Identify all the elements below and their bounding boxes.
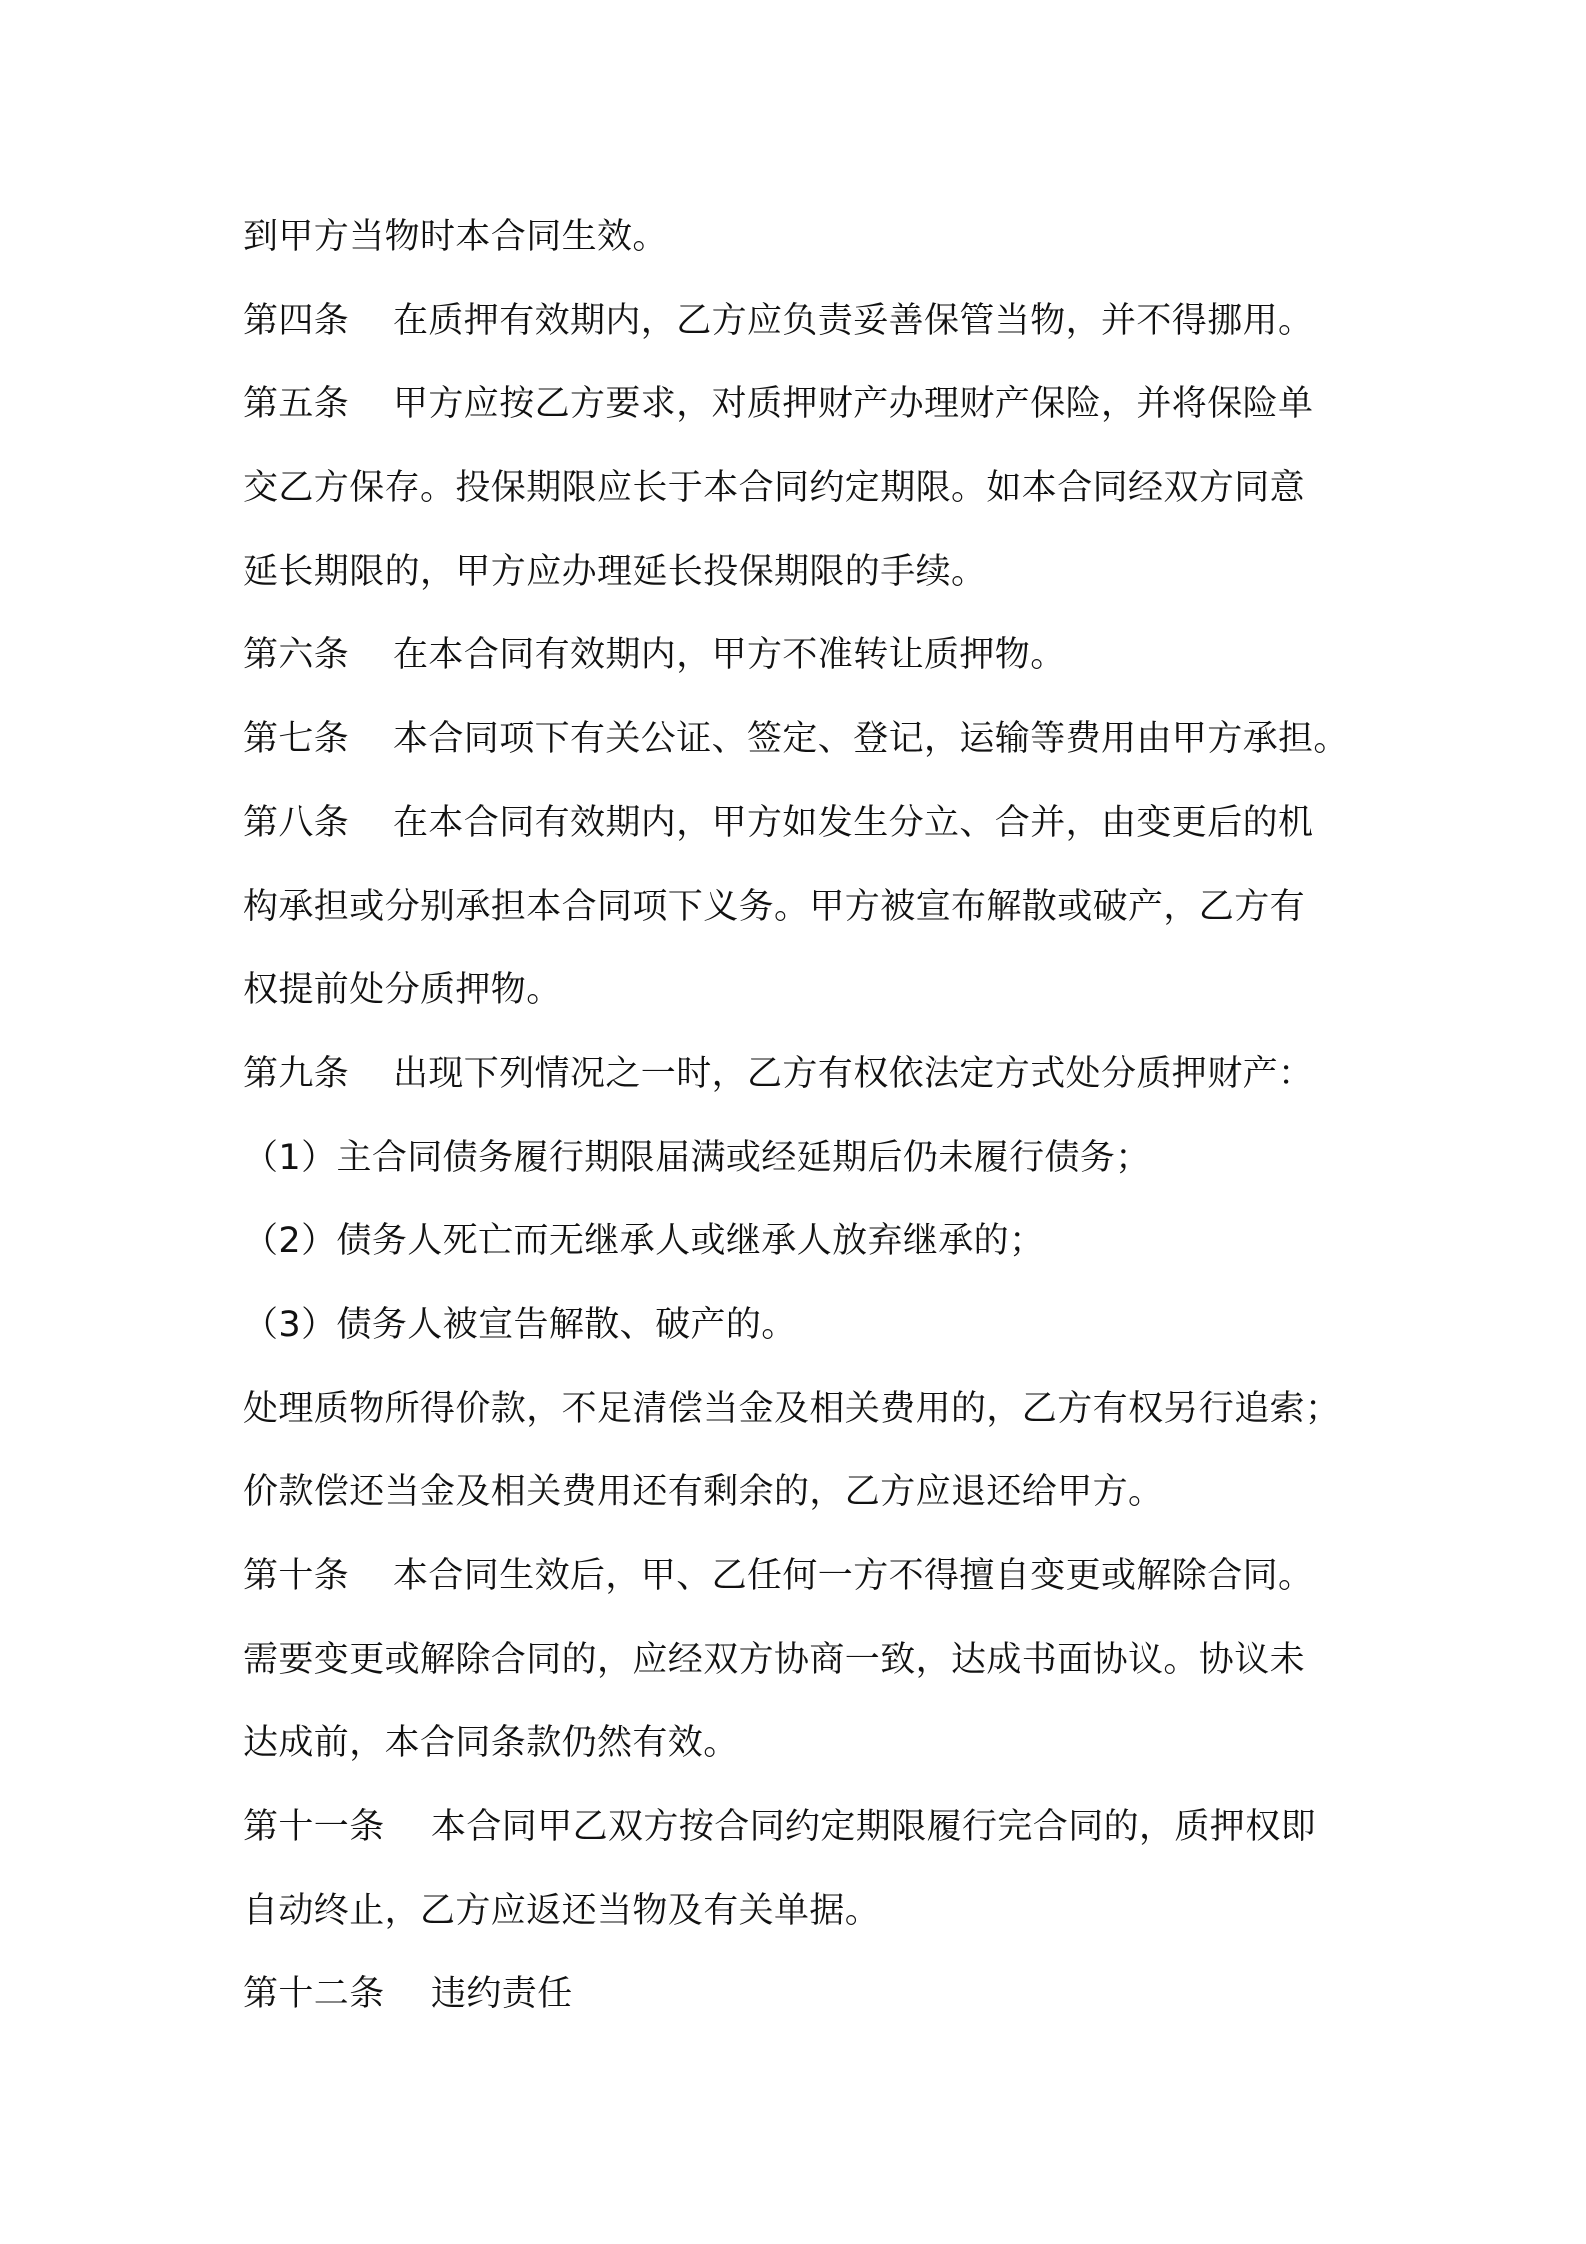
article-line (243, 1953, 1363, 2037)
line-text: 在本合同有效期内，甲方不准转让质押物。 (393, 635, 1066, 676)
line-text: 权提前处分质押物。 (243, 970, 562, 1011)
text-line (243, 1451, 1363, 1535)
text-line (243, 196, 1363, 280)
line-text: （3）债务人被宣告解散、破产的。 (243, 1304, 797, 1345)
line-text: 在本合同有效期内，甲方如发生分立、合并，由变更后的机 (393, 802, 1314, 843)
line-text: 违约责任 (431, 1974, 573, 2015)
line-text: 需要变更或解除合同的，应经双方协商一致，达成书面协议。协议未 (243, 1639, 1306, 1680)
article-number: 第四条 (243, 300, 350, 341)
article-number: 第五条 (243, 384, 350, 425)
text-line (243, 1368, 1363, 1452)
article-number: 第十条 (243, 1556, 350, 1596)
article-line (243, 1033, 1363, 1117)
line-text: 甲方应按乙方要求，对质押财产办理财产保险，并将保险单 (393, 384, 1314, 425)
line-text: 本合同项下有关公证、签定、登记，运输等费用由甲方承担。 (393, 719, 1349, 760)
article-line (243, 698, 1363, 782)
line-text: 处理质物所得价款，不足清偿当金及相关费用的，乙方有权另行追索； (243, 1388, 1341, 1429)
article-line (243, 1786, 1363, 1870)
text-line (243, 1619, 1363, 1703)
line-text: （2）债务人死亡而无继承人或继承人放弃继承的； (243, 1221, 1045, 1262)
text-line (243, 866, 1363, 950)
line-text: （1）主合同债务履行期限届满或经延期后仍未履行债务； (243, 1137, 1151, 1178)
line-text: 延长期限的，甲方应办理延长投保期限的手续。 (243, 551, 987, 592)
text-line (243, 531, 1363, 615)
text-line (243, 1870, 1363, 1954)
list-item (243, 1200, 1363, 1284)
article-line (243, 363, 1363, 447)
article-number: 第十一条 (243, 1807, 385, 1848)
article-number: 第七条 (243, 719, 350, 760)
list-item (243, 1117, 1363, 1201)
article-number: 第六条 (243, 635, 350, 676)
line-text: 本合同生效后，甲、乙任何一方不得擅自变更或解除合同。 (393, 1556, 1314, 1596)
article-number: 第十二条 (243, 1974, 385, 2015)
line-text: 出现下列情况之一时，乙方有权依法定方式处分质押财产： (393, 1053, 1314, 1094)
list-item (243, 1284, 1363, 1368)
article-line (243, 280, 1363, 364)
line-text: 达成前，本合同条款仍然有效。 (243, 1723, 739, 1764)
line-text: 到甲方当物时本合同生效。 (243, 217, 668, 257)
line-text: 本合同甲乙双方按合同约定期限履行完合同的，质押权即 (431, 1807, 1317, 1848)
article-number: 第八条 (243, 802, 350, 843)
text-line (243, 1702, 1363, 1786)
article-number: 第九条 (243, 1053, 350, 1094)
line-text: 在质押有效期内，乙方应负责妥善保管当物，并不得挪用。 (393, 300, 1314, 341)
article-line (243, 614, 1363, 698)
line-text: 交乙方保存。投保期限应长于本合同约定期限。如本合同经双方同意 (243, 468, 1306, 509)
line-text: 自动终止，乙方应返还当物及有关单据。 (243, 1890, 881, 1931)
contract-body (243, 196, 1363, 2037)
text-line (243, 949, 1363, 1033)
article-line (243, 1535, 1363, 1619)
article-line (243, 782, 1363, 866)
line-text: 构承担或分别承担本合同项下义务。甲方被宣布解散或破产，乙方有 (243, 886, 1306, 927)
text-line (243, 447, 1363, 531)
line-text: 价款偿还当金及相关费用还有剩余的，乙方应退还给甲方。 (243, 1472, 1164, 1513)
